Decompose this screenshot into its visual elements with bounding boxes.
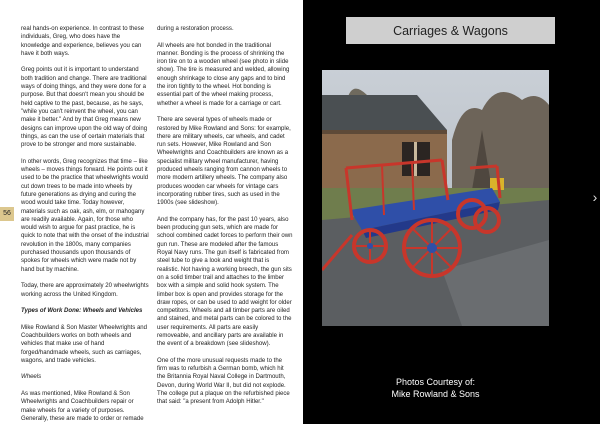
subheading: Types of Work Done: Wheels and Vehicles [21,308,143,315]
paragraph: Mike Rowland & Son Master Wheelwrights and Coachbuilders works on both wheels and vehicles that make use of hand forged/handmade wheels, such as carriages, wagons, and trade vehicles. [21,324,148,364]
right-page [303,0,600,424]
paragraph: Today, there are approximately 20 wheelwrights working across the United Kingdom. [21,283,149,298]
wagon-photo [322,70,549,326]
text-column-1 [21,25,149,432]
left-page [0,0,303,424]
paragraph: during a restoration process. [157,26,234,32]
page-number: 56 [0,207,14,221]
credit-line-1: Photos Courtesy of: [395,377,476,387]
paragraph: All wheels are hot bonded in the traditional manner. Bonding is the process of shrinking the iron tire on to a wooden wheel (see photo in slide show). The tire is measured and welded, allowing enough shrinkage to close any gaps and to bind the iron tightly to the wheel. Hot bonding is essential part of the wheel making process, whether a wheel is made for a carriage or cart. [157,42,290,107]
section-title: Carriages & Wagons [346,17,555,44]
paragraph: real hands-on experience. In contrast to these individuals, Greg, who does have the knowledge and experience, believes you can have it both ways. [21,26,145,57]
paragraph: Greg points out it is important to understand both tradition and change. There are traditional ways of doing things, and they were done for a purpose. But that doesn't mean you should be held captive to the past, because, as he says, "while you can't reinvent the wheel, you can make it better." And by that Greg means new designs can improve upon the old way of doing things, as can the use of certain materials that prove to be stronger and more sustainable. [21,67,148,149]
paragraph: One of the more unusual requests made to the firm was to refurbish a German bomb, which hit the Britannia Royal Naval College in Dartmouth, Devon, during World War II, but did not explode. The college put a plaque on the refurbished piece that said: "a present from Adolph Hitler." [157,357,290,406]
photo-credit [323,376,548,400]
paragraph: In other words, Greg recognizes that time – like wheels – moves things forward. He points out it used to be the practice that wheelwrights would cut down trees to be made into wheels by future generations as drying and curing the wood would take time. Today however, materials such as oak, ash, elm, or mahogany are readily available. Again, for those who would wish to argue for past practice, he is quick to note that with the onset of the industrial revolution in the 1800s, many companies purchased thousands upon thousands of spokes for wheels which were made not by hand but by machine. [21,158,149,273]
credit-line-2: Mike Rowland & Sons [391,389,480,399]
chevron-right-icon[interactable]: › [592,189,598,205]
subheading: Wheels [21,374,42,381]
paragraph: And the company has, for the past 10 years, also been producing gun sets, which are made for school combined cadet forces to perform their own gun run. These are modeled after the famous Royal Navy runs. The gun itself is fabricated from steel tube to give a look and weight that is realistic. Not having a working breech, the gun sits on a solid timber trail and attaches to the limber box with a simple and solid hook system. The limber box is open and provides storage for the draw ropes, or can be used to add weight for older competitors. Wheels and all timber parts are oiled and stained, and metal parts can be colored to the user requirements. All parts are easily removeable, and ancillary parts are available in the event of a breakdown (see slideshow). [157,216,293,348]
paragraph: As was mentioned, Mike Rowland & Son Wheelwrights and Coachbuilders repair or make wheels for a variety of purposes. Generally, these are made to order or remade [21,391,144,422]
text-column-2 [157,25,293,415]
paragraph: There are several types of wheels made or restored by Mike Rowland and Sons: for example, there are military wheels, car wheels, and cadet run sets. However, Mike Rowland and Son Wheelwrights and Coachbuilders are known as a specialist military wheel manufacturer, having produced wheels ranging from cannon wheels to more modern artillery wheels. The company also produces wooden car wheels for vintage cars incorporating rubber tires, such as used in the 1900s (see slideshow). [157,117,291,207]
